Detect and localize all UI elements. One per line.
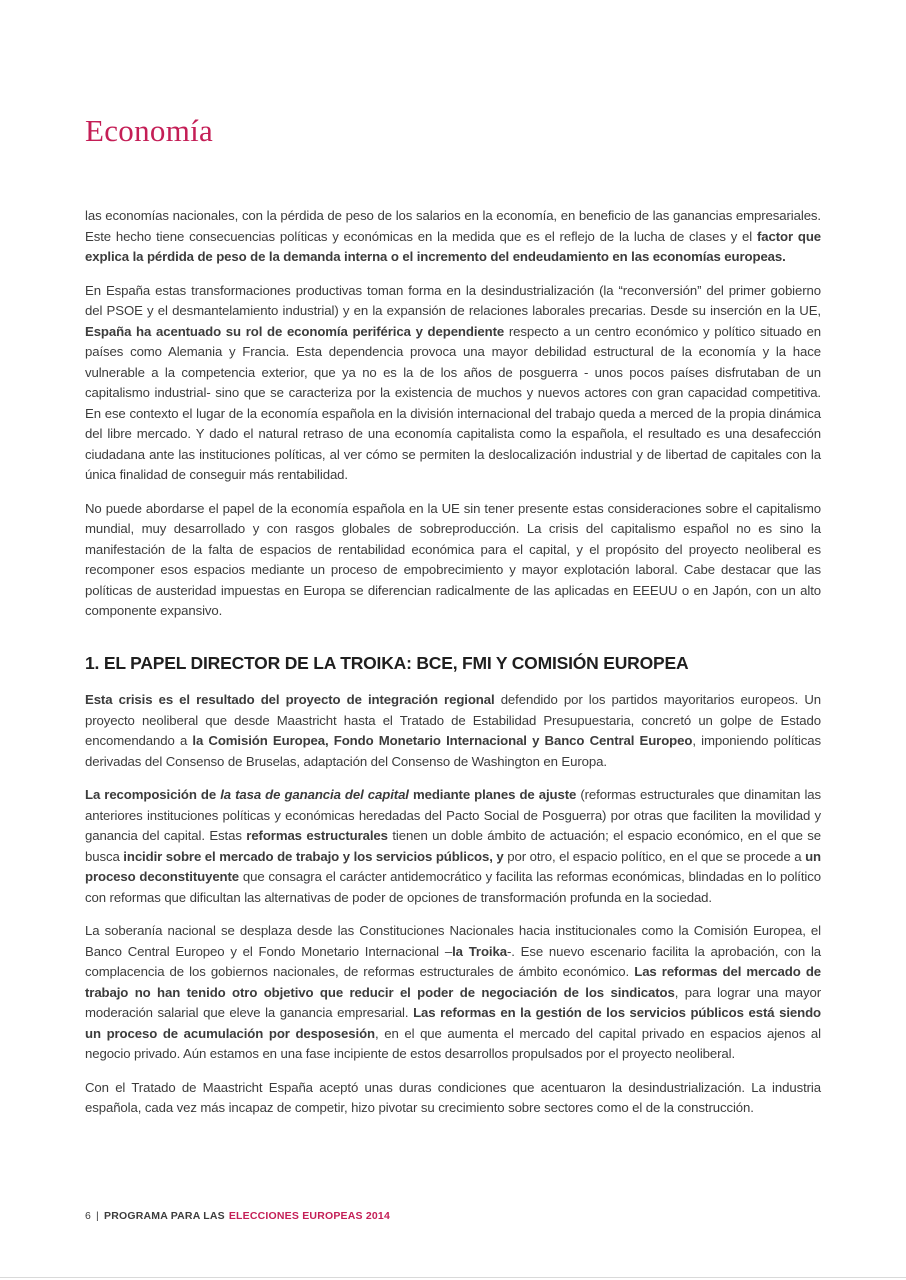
section-heading: 1. EL PAPEL DIRECTOR DE LA TROIKA: BCE, FMI Y COMISIÓN EUROPEA bbox=[85, 652, 689, 673]
footer-separator: | bbox=[96, 1210, 99, 1222]
paragraph-1: las economías nacionales, con la pérdida de peso de los salarios en la economía, en beneficio de las ganancias empresariales. Este hecho tiene consecuencias políticas y económicas en la medida que es el reflejo de la lucha de clases y el factor que explica la pérdida de peso de la demanda interna o el incremento del endeudamiento en las economías europeas. bbox=[85, 208, 822, 264]
paragraph-5: La recomposición de la tasa de ganancia del capital mediante planes de ajuste (reformas estructurales que dinamitan las anteriores instituciones políticas y económicas heredadas del Pacto Social de Posguerra) por otras que faciliten la movilidad y ganancia del capital. Estas reformas estructurales tienen un doble ámbito de actuación; el espacio económico, en el que se busca incidir sobre el mercado de trabajo y los servicios públicos, y por otro, el espacio político, en el que se procede a un proceso deconstituyente que consagra el carácter antidemocrático y facilita las reformas económicas, blindadas en lo político con reformas que dificultan las alternativas de poder de opciones de transformación profunda en la sociedad. bbox=[85, 787, 822, 905]
paragraph-7: Con el Tratado de Maastricht España aceptó unas duras condiciones que acentuaron la desindustrialización. La industria española, cada vez más incapaz de competir, hizo pivotar su crecimiento sobre sectores como el de la construcción. bbox=[85, 1079, 821, 1115]
page-title: Economía bbox=[85, 113, 214, 148]
page-footer bbox=[85, 1210, 390, 1222]
paragraph-3: No puede abordarse el papel de la economía española en la UE sin tener presente estas consideraciones sobre el capitalismo mundial, muy desarrollado y con rasgos globales de sobreproducción. La crisis del capitalismo español no es sino la manifestación de la falta de espacios de rentabilidad económica para el capital, y el propósito del proyecto neoliberal es recomponer esos espacios mediante un proceso de empobrecimiento y mayor explotación laboral. Cabe destacar que las políticas de austeridad impuestas en Europa se diferencian radicalmente de las aplicadas en EEEUU o en Japón, con un alto componente expansivo. bbox=[85, 500, 821, 618]
paragraph-2: En España estas transformaciones productivas toman forma en la desindustrialización (la “reconversión” del primer gobierno del PSOE y el desmantelamiento industrial) y en la expansión de relaciones laborales precarias. Desde su inserción en la UE, España ha acentuado su rol de economía periférica y dependiente respecto a un centro económico y político situado en países como Alemania y Francia. Esta dependencia provoca una mayor debilidad estructural de la economía y la hace vulnerable a la competencia exterior, que ya no es la de los años de posguerra - unos pocos países disfrutaban de un capitalismo industrial- sino que se caracteriza por la existencia de muchos y nuevos actores con gran capacidad competitiva. En ese contexto el lugar de la economía española en la división internacional del trabajo queda a merced de la propia dinámica del libre mercado. Y dado el natural retraso de una economía capitalista como la española, el resultado es una desafección ciudadana ante las instituciones políticas, al ver cómo se permiten la deslocalización industrial y de libertad de capitales con la única finalidad de conseguir más rentabilidad. bbox=[85, 282, 821, 482]
footer-page-number: 6 bbox=[85, 1210, 92, 1222]
body-copy bbox=[85, 206, 821, 1119]
paragraph-4: Esta crisis es el resultado del proyecto de integración regional defendido por los partidos mayoritarios europeos. Un proyecto neoliberal que desde Maastricht hasta el Tratado de Estabilidad Presupuestaria, concretó un golpe de Estado encomendando a la Comisión Europea, Fondo Monetario Internacional y Banco Central Europeo, imponiendo políticas derivadas del Consenso de Bruselas, adaptación del Consenso de Washington en Europa. bbox=[85, 692, 821, 769]
footer-text: PROGRAMA PARA LAS bbox=[103, 1210, 225, 1222]
paragraph-6: La soberanía nacional se desplaza desde las Constituciones Nacionales hacia institucionales como la Comisión Europea, el Banco Central Europeo y el Fondo Monetario Internacional –la Troika-. Ese nuevo escenario facilita la aprobación, con la complacencia de los gobiernos nacionales, de reformas estructurales de ámbito económico. Las reformas del mercado de trabajo no han tenido otro objetivo que reducir el poder de negociación de los sindicatos, para lograr una mayor moderación salarial que eleve la ganancia empresarial. Las reformas en la gestión de los servicios públicos está siendo un proceso de acumulación por desposesión, en el que aumenta el mercado del capital privado en espacios ajenos al negocio privado. Aún estamos en una fase incipiente de estos desarrollos propulsados por el proyecto neoliberal. bbox=[85, 923, 822, 1061]
footer-highlight: ELECCIONES EUROPEAS 2014 bbox=[228, 1210, 391, 1222]
page-bottom-edge bbox=[0, 1277, 906, 1278]
